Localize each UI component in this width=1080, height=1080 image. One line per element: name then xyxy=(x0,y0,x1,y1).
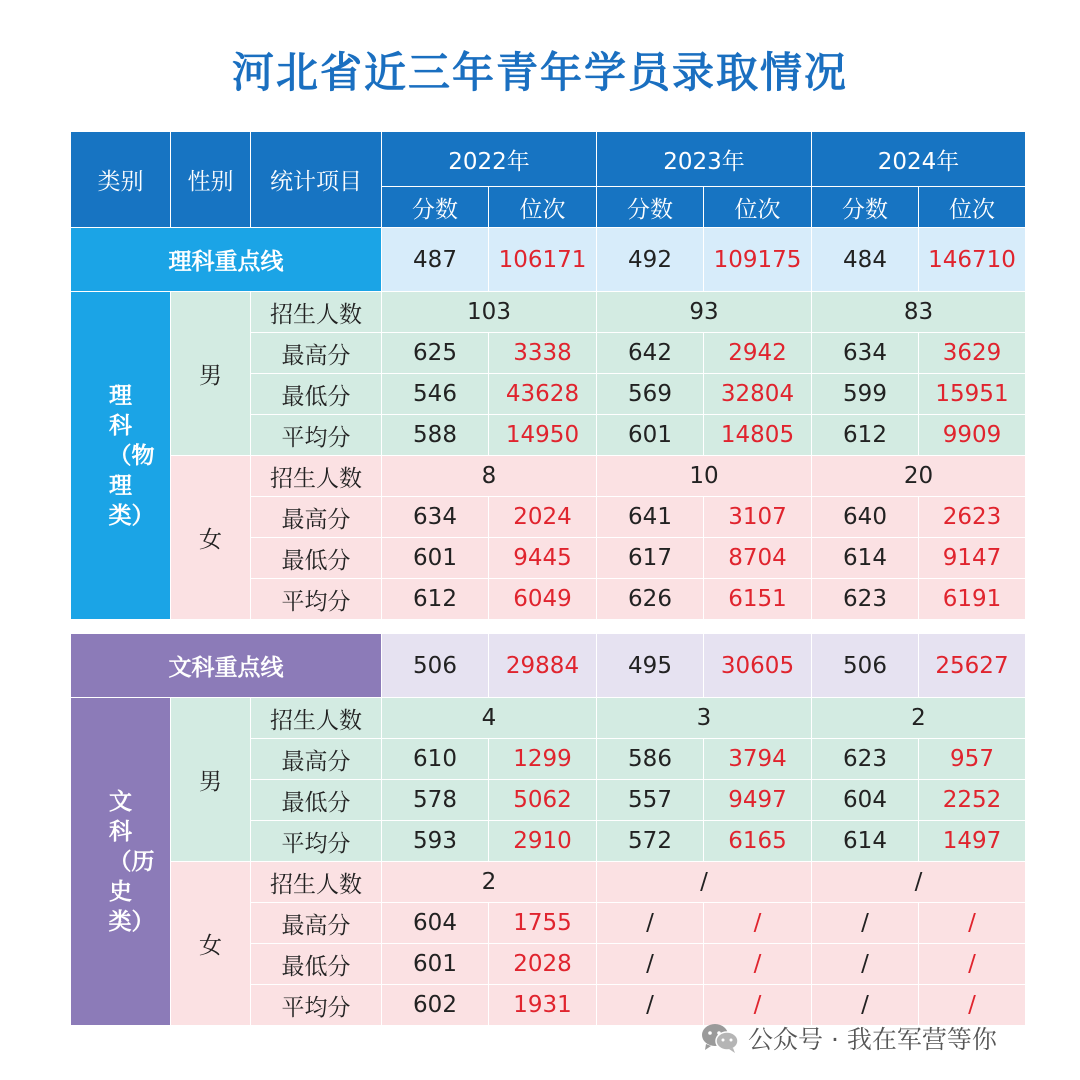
science-male-score: 546 xyxy=(382,374,489,415)
arts-female-rank: / xyxy=(919,903,1026,944)
arts-male-score: 623 xyxy=(812,739,919,780)
watermark-text: 公众号 · 我在军营等你 xyxy=(748,1025,997,1054)
arts-male-rank: 1497 xyxy=(919,821,1026,862)
header-score: 分数 xyxy=(597,187,704,228)
arts-male-rank: 6165 xyxy=(704,821,812,862)
arts-male-score: 604 xyxy=(812,780,919,821)
science-female-score: 640 xyxy=(812,497,919,538)
arts-male-enrollment-count: 4 xyxy=(382,698,597,739)
science-male-rank: 3629 xyxy=(919,333,1026,374)
arts-key-line-row xyxy=(71,634,1026,698)
arts-male-rank: 9497 xyxy=(704,780,812,821)
header-score: 分数 xyxy=(382,187,489,228)
science-male-score: 612 xyxy=(812,415,919,456)
arts-key-line-rank: 30605 xyxy=(704,634,812,698)
arts-gender-female: 女 xyxy=(171,862,251,1026)
science-key-line-rank: 146710 xyxy=(919,228,1026,292)
science-male-enrollment-count: 93 xyxy=(597,292,812,333)
science-male-row xyxy=(71,292,1026,333)
science-female-item-label: 最低分 xyxy=(251,538,382,579)
arts-male-enrollment-count: 3 xyxy=(597,698,812,739)
arts-female-rank: / xyxy=(704,985,812,1026)
science-female-score: 641 xyxy=(597,497,704,538)
science-female-enrollment-count: 8 xyxy=(382,456,597,497)
admission-table xyxy=(70,131,1026,1026)
arts-male-rank: 2252 xyxy=(919,780,1026,821)
arts-female-score: / xyxy=(597,903,704,944)
arts-female-score: 604 xyxy=(382,903,489,944)
science-male-item-label: 最低分 xyxy=(251,374,382,415)
header-rank: 位次 xyxy=(489,187,597,228)
arts-male-rank: 1299 xyxy=(489,739,597,780)
header-item: 统计项目 xyxy=(251,132,382,228)
arts-male-rank: 957 xyxy=(919,739,1026,780)
arts-female-rank: 2028 xyxy=(489,944,597,985)
arts-key-line-rank: 25627 xyxy=(919,634,1026,698)
science-male-rank: 9909 xyxy=(919,415,1026,456)
arts-male-enrollment-count: 2 xyxy=(812,698,1026,739)
science-female-item-label: 最高分 xyxy=(251,497,382,538)
science-female-rank: 6151 xyxy=(704,579,812,620)
science-gender-female: 女 xyxy=(171,456,251,620)
science-male-rank: 14950 xyxy=(489,415,597,456)
wechat-icon xyxy=(700,1022,740,1054)
arts-female-rank: / xyxy=(919,985,1026,1026)
arts-female-rank: / xyxy=(919,944,1026,985)
arts-female-item-label: 最高分 xyxy=(251,903,382,944)
arts-male-score: 557 xyxy=(597,780,704,821)
watermark xyxy=(700,1018,997,1058)
arts-female-score: / xyxy=(597,944,704,985)
science-female-enrollment-count: 10 xyxy=(597,456,812,497)
science-female-rank: 3107 xyxy=(704,497,812,538)
science-female-score: 612 xyxy=(382,579,489,620)
science-female-enrollment-count: 20 xyxy=(812,456,1026,497)
science-male-rank: 2942 xyxy=(704,333,812,374)
science-female-rank: 8704 xyxy=(704,538,812,579)
arts-female-enrollment-count: / xyxy=(812,862,1026,903)
science-female-rank: 9445 xyxy=(489,538,597,579)
science-female-score: 634 xyxy=(382,497,489,538)
header-year-2023: 2023年 xyxy=(597,132,812,187)
science-male-rank: 15951 xyxy=(919,374,1026,415)
arts-male-score: 610 xyxy=(382,739,489,780)
science-category-text: 理科（物理类） xyxy=(108,382,155,529)
science-male-rank: 3338 xyxy=(489,333,597,374)
arts-category-text: 文科（历史类） xyxy=(108,788,155,935)
arts-male-item-label: 招生人数 xyxy=(251,698,382,739)
page-title: 河北省近三年青年学员录取情况 xyxy=(231,48,848,97)
arts-female-score: 601 xyxy=(382,944,489,985)
arts-female-item-label: 最低分 xyxy=(251,944,382,985)
science-gender-male: 男 xyxy=(171,292,251,456)
arts-female-enrollment-count: / xyxy=(597,862,812,903)
science-female-rank: 9147 xyxy=(919,538,1026,579)
arts-female-rank: 1931 xyxy=(489,985,597,1026)
arts-male-rank: 3794 xyxy=(704,739,812,780)
header-category: 类别 xyxy=(71,132,171,228)
science-male-score: 625 xyxy=(382,333,489,374)
science-female-rank: 6191 xyxy=(919,579,1026,620)
header-row-years xyxy=(71,132,1026,187)
arts-male-item-label: 平均分 xyxy=(251,821,382,862)
arts-female-score: / xyxy=(812,944,919,985)
arts-male-item-label: 最高分 xyxy=(251,739,382,780)
header-year-2024: 2024年 xyxy=(812,132,1026,187)
science-female-rank: 2024 xyxy=(489,497,597,538)
arts-female-enrollment-count: 2 xyxy=(382,862,597,903)
science-female-score: 601 xyxy=(382,538,489,579)
science-male-rank: 32804 xyxy=(704,374,812,415)
arts-key-line-score: 506 xyxy=(812,634,919,698)
arts-female-rank: / xyxy=(704,903,812,944)
arts-male-score: 593 xyxy=(382,821,489,862)
science-key-line-score: 492 xyxy=(597,228,704,292)
section-spacer-cell xyxy=(71,620,1026,634)
header-rank: 位次 xyxy=(919,187,1026,228)
arts-female-rank: / xyxy=(704,944,812,985)
arts-female-score: / xyxy=(597,985,704,1026)
arts-male-item-label: 最低分 xyxy=(251,780,382,821)
science-male-score: 588 xyxy=(382,415,489,456)
arts-male-rank: 2910 xyxy=(489,821,597,862)
header-gender: 性别 xyxy=(171,132,251,228)
arts-female-item-label: 平均分 xyxy=(251,985,382,1026)
science-male-score: 569 xyxy=(597,374,704,415)
arts-key-line-score: 506 xyxy=(382,634,489,698)
arts-male-score: 578 xyxy=(382,780,489,821)
header-year-2022: 2022年 xyxy=(382,132,597,187)
arts-male-score: 572 xyxy=(597,821,704,862)
arts-female-row xyxy=(71,862,1026,903)
science-male-score: 642 xyxy=(597,333,704,374)
science-male-enrollment-count: 103 xyxy=(382,292,597,333)
science-male-rank: 14805 xyxy=(704,415,812,456)
science-female-score: 623 xyxy=(812,579,919,620)
header-score: 分数 xyxy=(812,187,919,228)
header-rank: 位次 xyxy=(704,187,812,228)
science-key-line-rank: 106171 xyxy=(489,228,597,292)
science-key-line-label: 理科重点线 xyxy=(71,228,382,292)
science-male-score: 601 xyxy=(597,415,704,456)
science-male-item-label: 招生人数 xyxy=(251,292,382,333)
science-male-score: 599 xyxy=(812,374,919,415)
science-male-item-label: 最高分 xyxy=(251,333,382,374)
science-female-item-label: 平均分 xyxy=(251,579,382,620)
arts-key-line-score: 495 xyxy=(597,634,704,698)
science-female-item-label: 招生人数 xyxy=(251,456,382,497)
arts-female-score: / xyxy=(812,985,919,1026)
science-category-label xyxy=(71,292,171,620)
arts-male-score: 614 xyxy=(812,821,919,862)
science-female-row xyxy=(71,456,1026,497)
science-female-score: 617 xyxy=(597,538,704,579)
science-key-line-rank: 109175 xyxy=(704,228,812,292)
arts-gender-male: 男 xyxy=(171,698,251,862)
science-key-line-score: 487 xyxy=(382,228,489,292)
science-key-line-score: 484 xyxy=(812,228,919,292)
science-male-enrollment-count: 83 xyxy=(812,292,1026,333)
arts-female-score: / xyxy=(812,903,919,944)
arts-female-item-label: 招生人数 xyxy=(251,862,382,903)
science-female-score: 614 xyxy=(812,538,919,579)
arts-key-line-rank: 29884 xyxy=(489,634,597,698)
section-spacer xyxy=(71,620,1026,634)
science-male-score: 634 xyxy=(812,333,919,374)
science-female-score: 626 xyxy=(597,579,704,620)
arts-female-score: 602 xyxy=(382,985,489,1026)
arts-male-row xyxy=(71,698,1026,739)
arts-male-score: 586 xyxy=(597,739,704,780)
arts-male-rank: 5062 xyxy=(489,780,597,821)
science-key-line-row xyxy=(71,228,1026,292)
arts-key-line-label: 文科重点线 xyxy=(71,634,382,698)
science-female-rank: 6049 xyxy=(489,579,597,620)
science-female-rank: 2623 xyxy=(919,497,1026,538)
arts-category-label xyxy=(71,698,171,1026)
science-male-item-label: 平均分 xyxy=(251,415,382,456)
science-male-rank: 43628 xyxy=(489,374,597,415)
arts-female-rank: 1755 xyxy=(489,903,597,944)
